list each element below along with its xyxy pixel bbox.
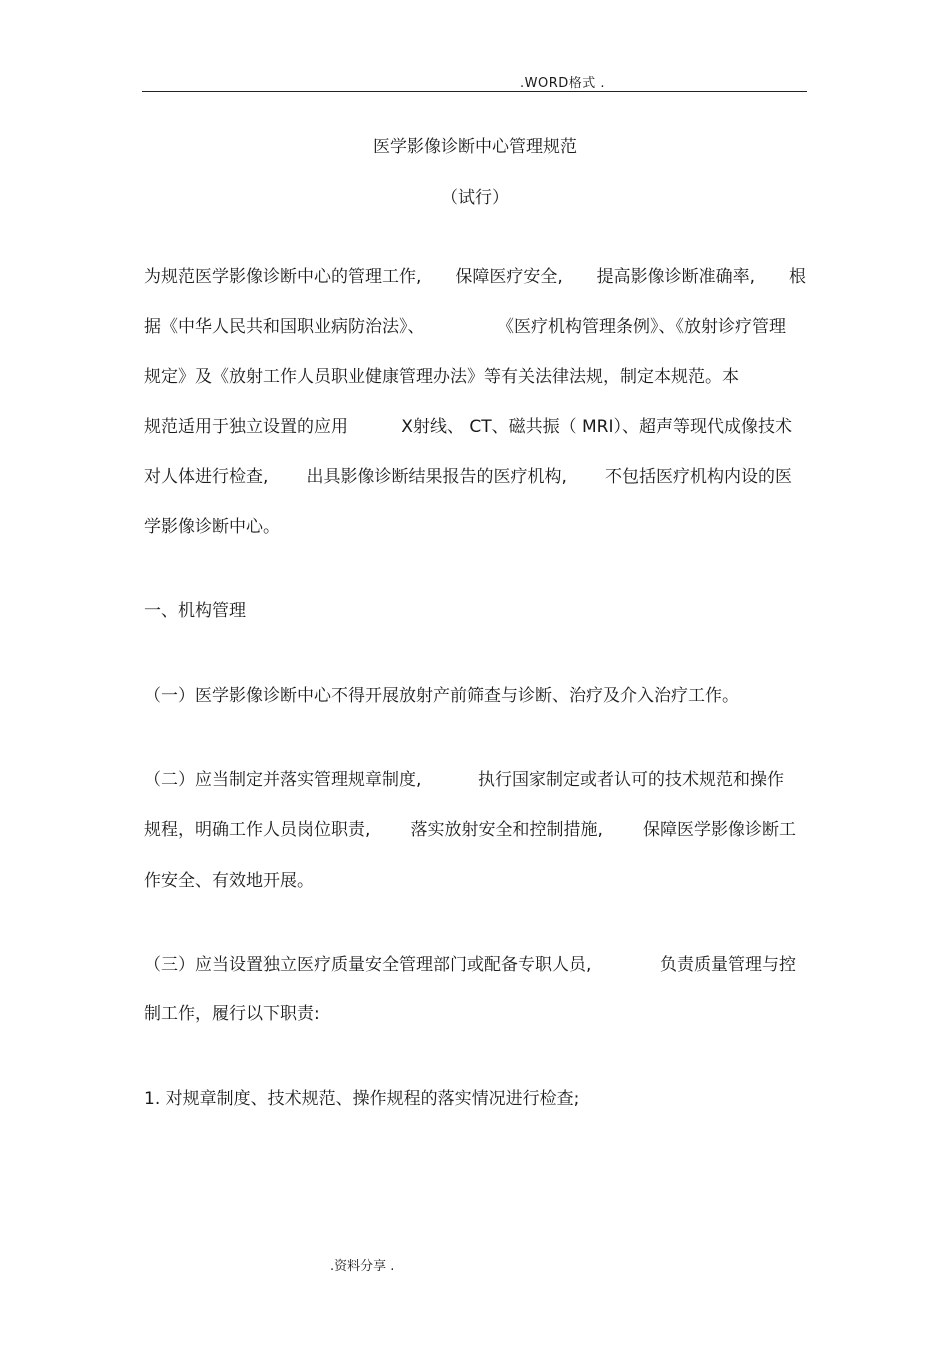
text-segment: 不包括医疗机构内设的医 bbox=[605, 467, 792, 487]
text-segment: 执行国家制定或者认可的技术规范和操作 bbox=[478, 770, 784, 790]
item-3-line-1 bbox=[144, 955, 796, 975]
text-segment: 保障医学影像诊断工 bbox=[643, 820, 796, 840]
text-segment: X射线、 CT、磁共振（ MRI）、超声等现代成像技术 bbox=[401, 417, 792, 437]
text-segment: （二）应当制定并落实管理规章制度, bbox=[144, 770, 422, 790]
text-segment: （三）应当设置独立医疗质量安全管理部门或配备专职人员, bbox=[144, 955, 592, 975]
text-segment: 根 bbox=[788, 267, 806, 287]
text-segment: 对人体进行检查, bbox=[144, 467, 269, 487]
intro-line-5 bbox=[144, 467, 792, 487]
section-heading: 一、机构管理 bbox=[144, 601, 246, 621]
intro-line-3: 规定》及《放射工作人员职业健康管理办法》等有关法律法规，制定本规范。本 bbox=[144, 367, 739, 387]
text-segment: 提高影像诊断准确率, bbox=[596, 267, 756, 287]
text-segment: 为规范医学影像诊断中心的管理工作, bbox=[144, 267, 422, 287]
text-segment: 规程，明确工作人员岗位职责, bbox=[144, 820, 371, 840]
document-subtitle: （试行） bbox=[441, 188, 509, 208]
item-3-line-2: 制工作，履行以下职责: bbox=[144, 1004, 320, 1024]
intro-line-4 bbox=[144, 417, 792, 437]
intro-line-6: 学影像诊断中心。 bbox=[144, 517, 280, 537]
intro-line-2 bbox=[144, 317, 786, 337]
text-segment: 保障医疗安全, bbox=[455, 267, 563, 287]
page-footer: .资料分享 . bbox=[330, 1259, 395, 1274]
item-1: （一）医学影像诊断中心不得开展放射产前筛查与诊断、治疗及介入治疗工作。 bbox=[144, 686, 739, 706]
header-text: .WORD格式 . bbox=[520, 76, 606, 91]
text-segment: 规范适用于独立设置的应用 bbox=[144, 417, 348, 437]
sub-item-1: 1. 对规章制度、技术规范、操作规程的落实情况进行检查; bbox=[144, 1089, 580, 1109]
text-segment: 《医疗机构管理条例》、《放射诊疗管理 bbox=[497, 317, 786, 337]
intro-line-1 bbox=[144, 267, 806, 287]
item-2-line-2 bbox=[144, 820, 796, 840]
text-segment: 据《中华人民共和国职业病防治法》、 bbox=[144, 317, 425, 337]
text-segment: 出具影像诊断结果报告的医疗机构, bbox=[306, 467, 567, 487]
item-2-line-3: 作安全、有效地开展。 bbox=[144, 871, 314, 891]
text-segment: 落实放射安全和控制措施, bbox=[410, 820, 603, 840]
header-divider bbox=[142, 91, 807, 92]
document-title: 医学影像诊断中心管理规范 bbox=[373, 137, 577, 157]
item-2-line-1 bbox=[144, 770, 784, 790]
text-segment: 负责质量管理与控 bbox=[660, 955, 796, 975]
